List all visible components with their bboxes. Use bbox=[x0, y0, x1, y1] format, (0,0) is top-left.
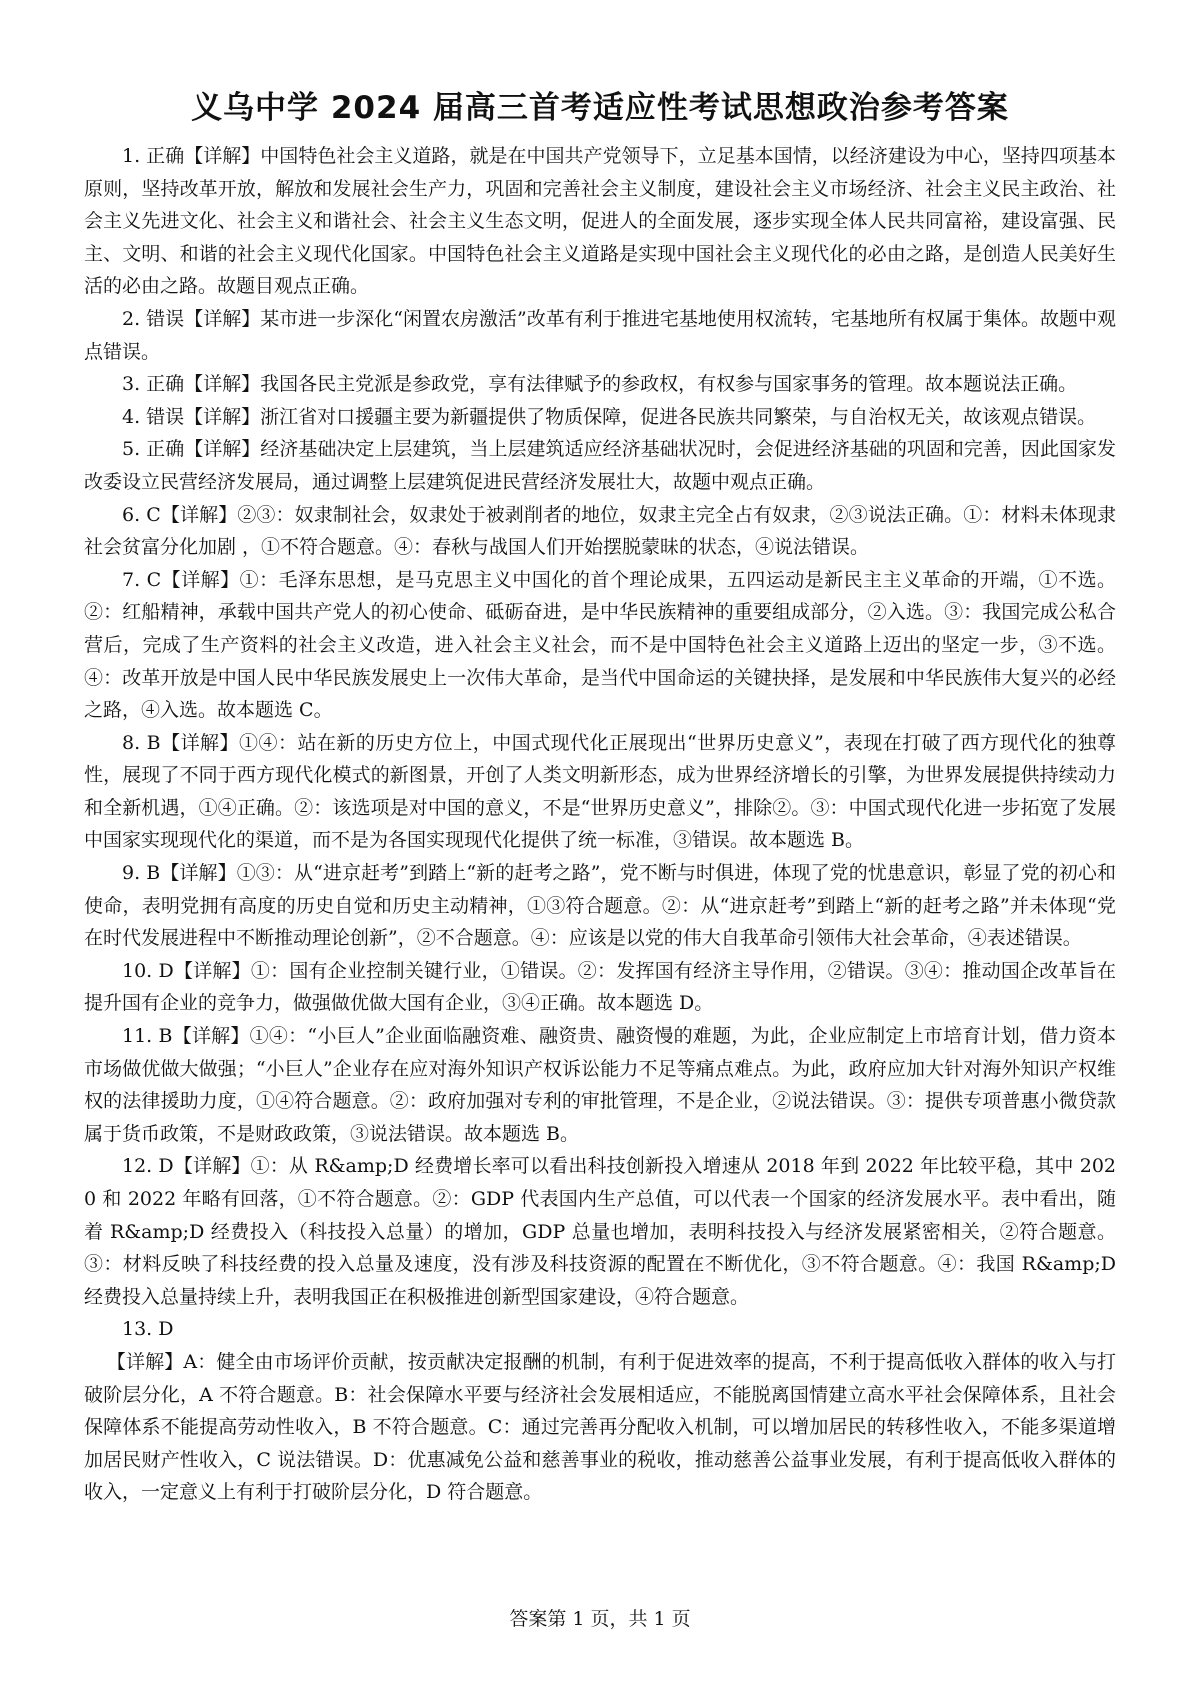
answer-item-11: 11. B【详解】①④：“小巨人”企业面临融资难、融资贵、融资慢的难题，为此，企业应制定上市培育计划，借力资本市场做优做大做强；“小巨人”企业存在应对海外知识产权诉讼能力不足等痛点难点。为此，政府应加大针对海外知识产权维权的法律援助力度，①④符合题意。②：政府加强对专利的审批管理，不是企业，②说法错误。③：提供专项普惠小微贷款属于货币政策，不是财政政策，③说法错误。故本题选 B。 bbox=[84, 1025, 1116, 1145]
answer-item-4: 4. 错误【详解】浙江省对口援疆主要为新疆提供了物质保障，促进各民族共同繁荣，与自治权无关，故该观点错误。 bbox=[122, 405, 1097, 428]
answer-item-9: 9. B【详解】①③：从“进京赶考”到踏上“新的赶考之路”，党不断与时俱进，体现了党的忧患意识，彰显了党的初心和使命，表明党拥有高度的历史自觉和历史主动精神，①③符合题意。②：从“进京赶考”到踏上“新的赶考之路”并未体现“党在时代发展进程中不断推动理论创新”，②不合题意。④：应该是以党的伟大自我革命引领伟大社会革命，④表述错误。 bbox=[84, 862, 1116, 950]
answer-item-12: 12. D【详解】①：从 R&amp;D 经费增长率可以看出科技创新投入增速从 2018 年到 2022 年比较平稳，其中 2020 和 2022 年略有回落，①不符合题意。②：GDP 代表国内生产总值，可以代表一个国家的经济发展水平。表中看出，随着 R&amp;D 经费投入（科技投入总量）的增加，GDP 总量也增加，表明科技投入与经济发展紧密相关，②符合题意。③：材料反映了科技经费的投入总量及速度，没有涉及科技资源的配置在不断优化，③不符合题意。④：我国 R&amp;D 经费投入总量持续上升，表明我国正在积极推进创新型国家建设，④符合题意。 bbox=[84, 1155, 1116, 1308]
answer-item-1: 1. 正确【详解】中国特色社会主义道路，就是在中国共产党领导下，立足基本国情，以经济建设为中心，坚持四项基本原则，坚持改革开放，解放和发展社会生产力，巩固和完善社会主义制度，建设社会主义市场经济、社会主义民主政治、社会主义先进文化、社会主义和谐社会、社会主义生态文明，促进人的全面发展，逐步实现全体人民共同富裕，建设富强、民主、文明、和谐的社会主义现代化国家。中国特色社会主义道路是实现中国社会主义现代化的必由之路，是创造人民美好生活的必由之路。故题目观点正确。 bbox=[84, 145, 1116, 298]
answer-item-2: 2. 错误【详解】某市进一步深化“闲置农房激活”改革有利于推进宅基地使用权流转，宅基地所有权属于集体。故题中观点错误。 bbox=[84, 307, 1116, 363]
answer-item-13-explanation: 【详解】A：健全由市场评价贡献，按贡献决定报酬的机制，有利于促进效率的提高，不利于提高低收入群体的收入与打破阶层分化，A 不符合题意。B：社会保障水平要与经济社会发展相适应，不能脱离国情建立高水平社会保障体系，且社会保障体系不能提高劳动性收入，B 不符合题意。C：通过完善再分配收入机制，可以增加居民的转移性收入，不能多渠道增加居民财产性收入，C 说法错误。D：优惠减免公益和慈善事业的税收，推动慈善公益事业发展，有利于提高低收入群体的收入，一定意义上有利于打破阶层分化，D 符合题意。 bbox=[84, 1350, 1116, 1504]
answer-list bbox=[84, 140, 1116, 1509]
answer-item-13: 13. D bbox=[122, 1318, 174, 1341]
answer-item-5: 5. 正确【详解】经济基础决定上层建筑，当上层建筑适应经济基础状况时，会促进经济基础的巩固和完善，因此国家发改委设立民营经济发展局，通过调整上层建筑促进民营经济发展壮大，故题中观点正确。 bbox=[84, 438, 1116, 493]
page-footer: 答案第 1 页，共 1 页 bbox=[509, 1608, 691, 1630]
answer-item-8: 8. B【详解】①④：站在新的历史方位上，中国式现代化正展现出“世界历史意义”，表现在打破了西方现代化的独尊性，展现了不同于西方现代化模式的新图景，开创了人类文明新形态，成为世界经济增长的引擎，为世界发展提供持续动力和全新机遇，①④正确。②：该选项是对中国的意义，不是“世界历史意义”，排除②。③：中国式现代化进一步拓宽了发展中国家实现现代化的渠道，而不是为各国实现现代化提供了统一标准，③错误。故本题选 B。 bbox=[84, 731, 1116, 852]
answer-item-3: 3. 正确【详解】我国各民主党派是参政党，享有法律赋予的参政权，有权参与国家事务的管理。故本题说法正确。 bbox=[122, 373, 1078, 396]
answer-item-6: 6. C【详解】②③：奴隶制社会，奴隶处于被剥削者的地位，奴隶主完全占有奴隶，②③说法正确。①：材料未体现隶社会贫富分化加剧 ，①不符合题意。④：春秋与战国人们开始摆脱蒙昧的状态，④说法错误。 bbox=[84, 503, 1116, 559]
answer-item-10: 10. D【详解】①：国有企业控制关键行业，①错误。②：发挥国有经济主导作用，②错误。③④：推动国企改革旨在提升国有企业的竞争力，做强做优做大国有企业，③④正确。故本题选 D。 bbox=[84, 959, 1116, 1015]
document-title: 义乌中学 2024 届高三首考适应性考试思想政治参考答案 bbox=[191, 90, 1009, 126]
answer-item-7: 7. C【详解】①：毛泽东思想，是马克思主义中国化的首个理论成果，五四运动是新民主主义革命的开端，①不选。②：红船精神，承载中国共产党人的初心使命、砥砺奋进，是中华民族精神的重要组成部分，②入选。③：我国完成公私合营后，完成了生产资料的社会主义改造，进入社会主义社会，而不是中国特色社会主义道路上迈出的坚定一步，③不选。④：改革开放是中国人民中华民族发展史上一次伟大革命，是当代中国命运的关键抉择，是发展和中华民族伟大复兴的必经之路，④入选。故本题选 C。 bbox=[84, 568, 1116, 722]
